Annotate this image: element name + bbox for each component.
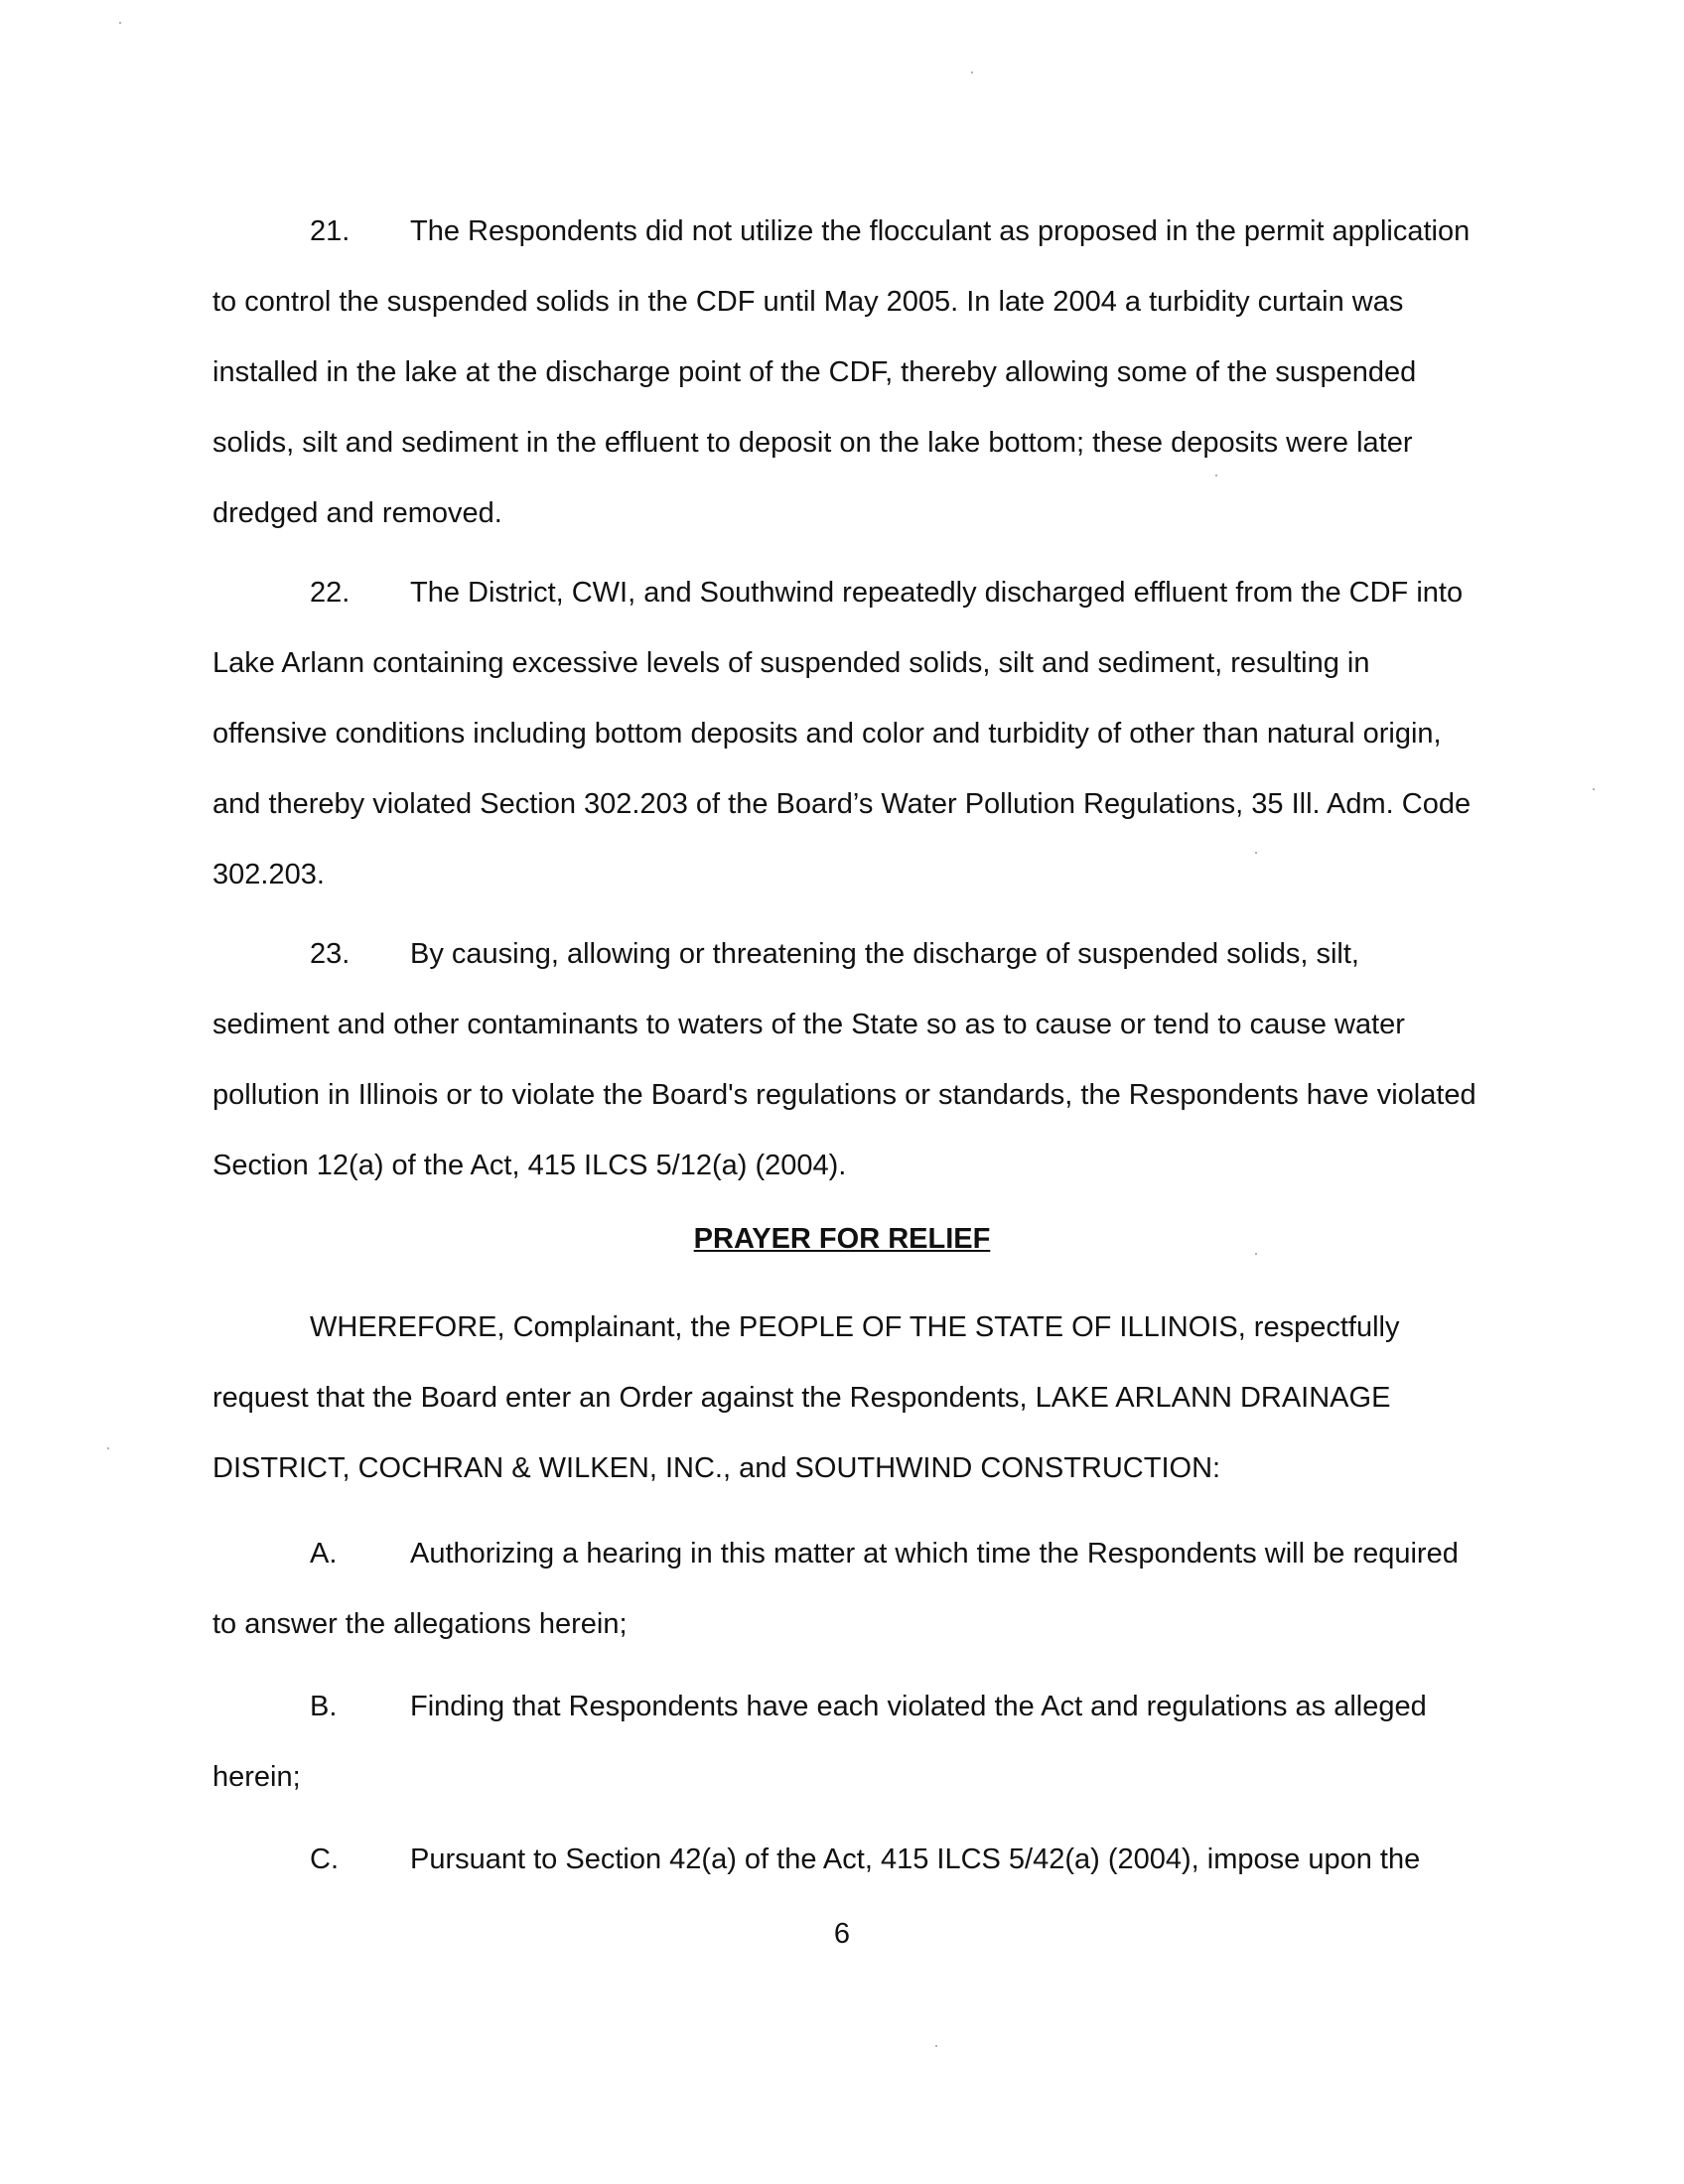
relief-item-b <box>212 1672 1483 1813</box>
scan-speck <box>1255 1253 1257 1255</box>
scan-speck <box>1593 788 1595 790</box>
paragraph-text: By causing, allowing or threatening the discharge of suspended solids, silt, sediment and other contaminants to waters of the State so as to cause or tend to cause water pollution in Illinois or to violate the Board's regulations or standards, the Respondents have violated Section 12(a) of the Act, 415 ILCS 5/12(a) (2004). <box>212 938 1476 1181</box>
relief-item-letter: B. <box>310 1691 338 1722</box>
paragraph-text: The Respondents did not utilize the flocculant as proposed in the permit application to control the suspended solids in the CDF until May 2005. In late 2004 a turbidity curtain was installed in the lake at the discharge point of the CDF, thereby allowing some of the suspended solids, silt and sediment in the effluent to deposit on the lake bottom; these deposits were later dredged and removed. <box>212 215 1471 529</box>
relief-item-c <box>212 1825 1483 1895</box>
scan-speck <box>119 22 121 24</box>
paragraph-number: 21. <box>310 215 351 247</box>
relief-item-text: Finding that Respondents have each violated the Act and regulations as alleged herein; <box>212 1691 1427 1793</box>
paragraph-number: 23. <box>310 938 351 970</box>
paragraph-number: 22. <box>310 577 351 609</box>
section-heading: PRAYER FOR RELIEF <box>693 1223 991 1255</box>
scan-speck <box>1255 852 1257 854</box>
paragraph-23 <box>212 919 1483 1201</box>
paragraph-text: The District, CWI, and Southwind repeatedly discharged effluent from the CDF into Lake Arlann containing excessive levels of suspended solids, silt and sediment, resulting in offensive conditions including bottom deposits and color and turbidity of other than natural origin, and thereby violated Section 302.203 of the Board’s Water Pollution Regulations, 35 Ill. Adm. Code 302.203. <box>212 577 1472 890</box>
scan-speck <box>107 1447 109 1449</box>
page-number: 6 <box>833 1918 851 1950</box>
relief-item-text: Pursuant to Section 42(a) of the Act, 415 ILCS 5/42(a) (2004), impose upon the <box>410 1843 1421 1875</box>
relief-item-letter: A. <box>310 1538 338 1570</box>
relief-item-text: Authorizing a hearing in this matter at which time the Respondents will be required to answer the allegations herein; <box>212 1538 1459 1640</box>
scan-speck <box>1215 475 1217 477</box>
scan-speck <box>935 2045 937 2047</box>
scan-speck <box>971 71 973 73</box>
paragraph-22 <box>212 558 1483 910</box>
relief-item-a <box>212 1519 1483 1660</box>
paragraph-21 <box>212 197 1483 549</box>
wherefore-paragraph: WHEREFORE, Complainant, the PEOPLE OF THE STATE OF ILLINOIS, respectfully request that the Board enter an Order against the Respondents, LAKE ARLANN DRAINAGE DISTRICT, COCHRAN & WILKEN, INC., and SOUTHWIND CONSTRUCTION: <box>212 1311 1400 1484</box>
relief-item-letter: C. <box>310 1843 339 1875</box>
